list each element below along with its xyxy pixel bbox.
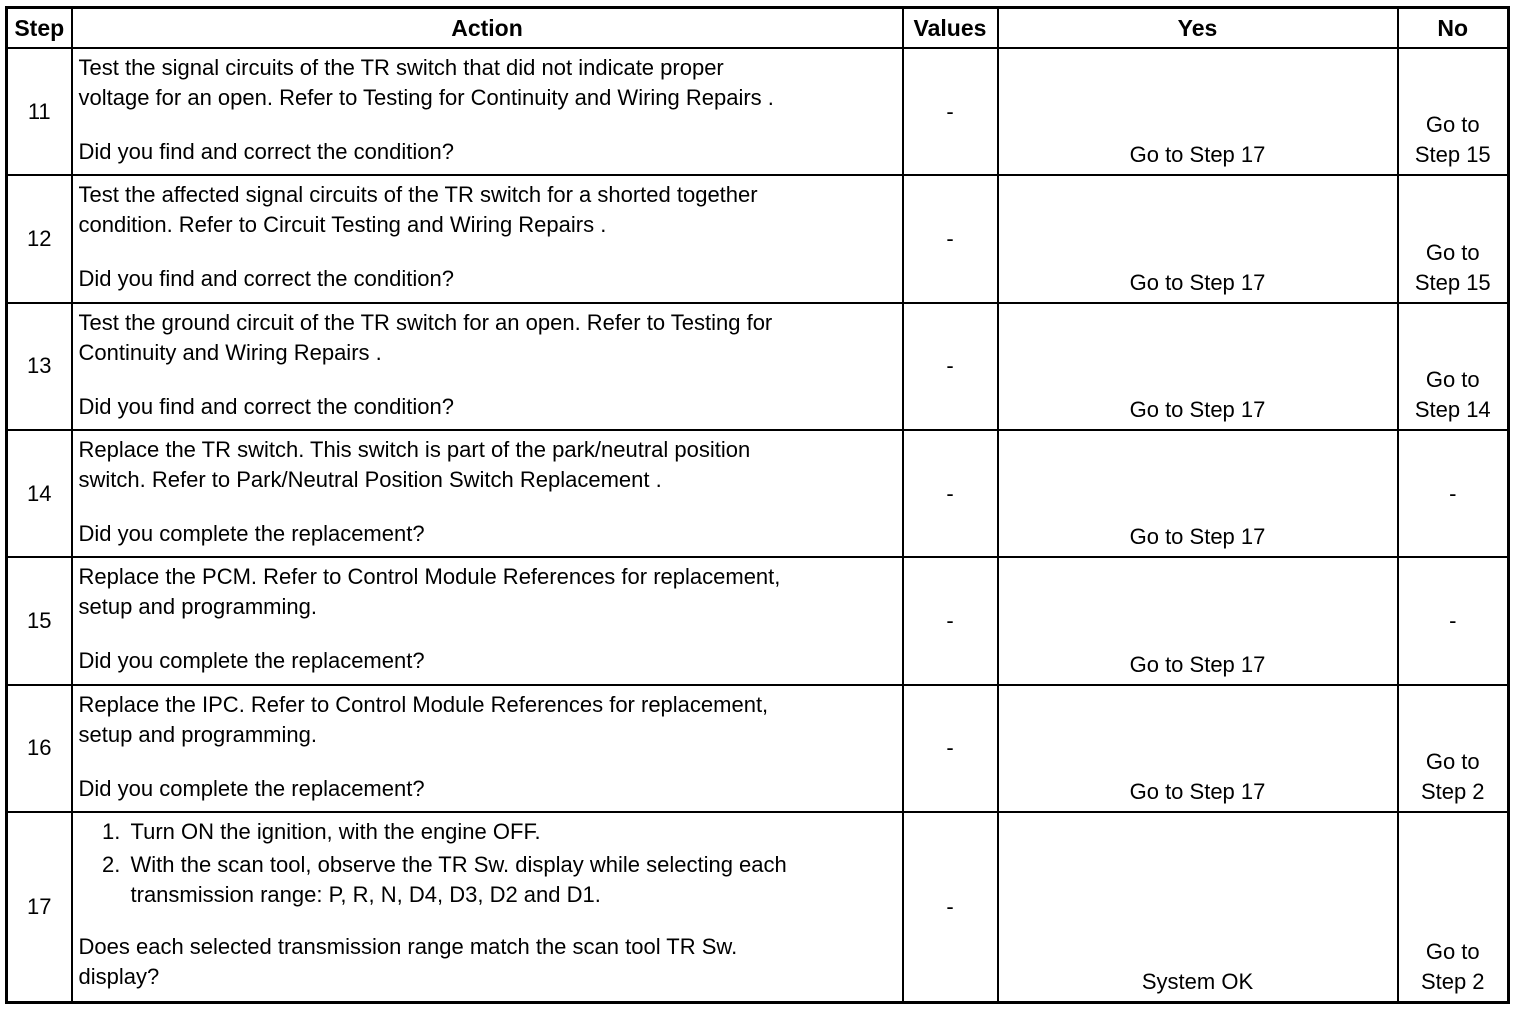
table-row <box>7 303 1509 430</box>
action-cell <box>72 557 903 684</box>
action-instruction: Test the signal circuits of the TR switch that did not indicate proper voltage for an open. Refer to Testing for Continuity and Wiring Repairs . <box>78 55 774 110</box>
no-goto-step: Step 15 <box>1414 269 1491 295</box>
header-action: Action <box>72 8 903 49</box>
step-number: 11 <box>7 48 72 175</box>
substep-list <box>79 817 896 910</box>
no-goto-label: Go to <box>1425 748 1480 774</box>
no-cell <box>1398 685 1509 812</box>
action-question: Did you find and correct the condition? <box>78 266 454 292</box>
header-no: No <box>1398 8 1509 49</box>
values-cell: - <box>903 430 998 557</box>
yes-cell: Go to Step 17 <box>998 557 1398 684</box>
no-cell <box>1398 812 1509 1003</box>
no-goto-label: Go to <box>1425 939 1480 964</box>
header-values: Values <box>903 8 998 49</box>
table-row <box>7 812 1509 1003</box>
action-cell <box>72 430 903 557</box>
no-goto-label: Go to <box>1425 112 1480 138</box>
no-goto-step: Step 15 <box>1414 142 1491 168</box>
table-row <box>7 175 1509 302</box>
no-goto-label: Go to <box>1425 239 1480 265</box>
header-row <box>7 8 1509 49</box>
values-cell: - <box>903 175 998 302</box>
action-question: Did you complete the replacement? <box>78 520 425 546</box>
action-instruction: Test the ground circuit of the TR switch for an open. Refer to Testing for Continuity and Wiring Repairs . <box>78 309 773 365</box>
values-cell: - <box>903 685 998 812</box>
no-goto-label: Go to <box>1425 366 1480 392</box>
step-number: 16 <box>7 685 72 812</box>
step-number: 14 <box>7 430 72 557</box>
no-cell <box>1398 175 1509 302</box>
header-step: Step <box>7 8 72 49</box>
yes-cell: Go to Step 17 <box>998 685 1398 812</box>
no-goto-step: Step 14 <box>1414 396 1491 422</box>
action-cell <box>72 175 903 302</box>
table-row <box>7 430 1509 557</box>
header-yes: Yes <box>998 8 1398 49</box>
no-goto-step: Step 2 <box>1420 778 1485 804</box>
action-instruction: Replace the TR switch. This switch is part of the park/neutral position switch. Refer to Park/Neutral Position Switch Replacement . <box>78 436 751 492</box>
action-question: Did you complete the replacement? <box>78 648 425 674</box>
values-cell: - <box>903 812 998 1003</box>
no-cell <box>1398 48 1509 175</box>
action-cell <box>72 685 903 812</box>
substep-item: 1. Turn ON the ignition, with the engine OFF. <box>127 817 896 847</box>
yes-cell: System OK <box>998 812 1398 1003</box>
substep-item: 2. With the scan tool, observe the TR Sw. display while selecting each transmission range: P, R, N, D4, D3, D2 and D1. <box>127 850 896 910</box>
step-number: 12 <box>7 175 72 302</box>
values-cell: - <box>903 48 998 175</box>
action-question: Did you find and correct the condition? <box>78 393 454 419</box>
step-number: 13 <box>7 303 72 430</box>
values-cell: - <box>903 557 998 684</box>
yes-cell: Go to Step 17 <box>998 430 1398 557</box>
no-cell: - <box>1398 557 1509 684</box>
action-cell <box>72 48 903 175</box>
no-cell <box>1398 303 1509 430</box>
action-cell <box>72 303 903 430</box>
action-cell <box>72 812 903 1003</box>
yes-cell: Go to Step 17 <box>998 303 1398 430</box>
table-row <box>7 557 1509 684</box>
step-number: 15 <box>7 557 72 684</box>
action-instruction: Replace the IPC. Refer to Control Module References for replacement, setup and programming. <box>78 691 769 747</box>
action-instruction: Test the affected signal circuits of the TR switch for a shorted together condition. Refer to Circuit Testing and Wiring Repairs . <box>78 182 758 238</box>
action-question: Did you find and correct the condition? <box>78 139 454 164</box>
no-goto-step: Step 2 <box>1420 969 1485 994</box>
no-cell: - <box>1398 430 1509 557</box>
values-cell: - <box>903 303 998 430</box>
action-question: Did you complete the replacement? <box>78 775 425 801</box>
action-instruction: Replace the PCM. Refer to Control Module References for replacement, setup and programming. <box>78 564 781 620</box>
table-row <box>7 685 1509 812</box>
yes-cell: Go to Step 17 <box>998 48 1398 175</box>
table-row <box>7 48 1509 175</box>
diagnostic-table <box>5 6 1510 1004</box>
action-question: Does each selected transmission range match the scan tool TR Sw. display? <box>78 933 738 989</box>
step-number: 17 <box>7 812 72 1003</box>
yes-cell: Go to Step 17 <box>998 175 1398 302</box>
